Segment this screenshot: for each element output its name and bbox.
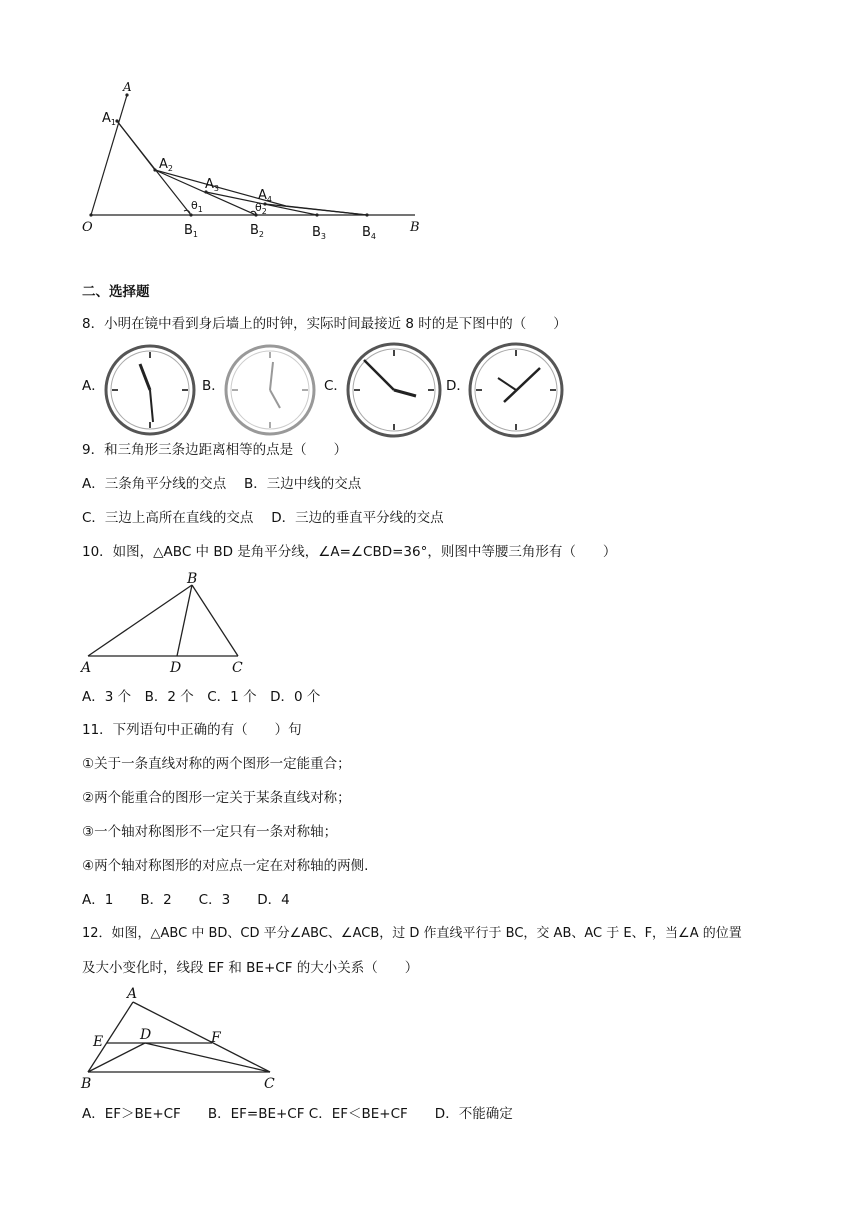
label-o: O [82,220,93,235]
label-e: E [93,1034,104,1050]
label-b: B [410,220,420,235]
label-b3: $B_3$ [312,225,327,241]
label-b2: $B_2$ [250,223,265,239]
label-d: D [140,1027,152,1043]
label-a4: $A_4$ [258,188,272,204]
label-b4: $B_4$ [362,225,377,241]
seg-a4-b4 [265,204,367,215]
q11-statement-2: ②两个能重合的图形一定关于某条直线对称； [82,790,351,806]
q12-options: A．EF＞BE+CF B．EF=BE+CF C．EF＜BE+CF D．不能确定 [82,1106,513,1122]
q8-option-c-label: C． [324,378,347,394]
label-a: A [123,80,132,94]
q11-statement-1: ①关于一条直线对称的两个图形一定能重合； [82,756,351,772]
label-d: D [170,660,182,676]
label-a1: $A_1$ [102,111,116,127]
label-b: B [81,1076,92,1092]
label-c: C [232,660,243,676]
q9-options-line2: C．三边上高所在直线的交点 D．三边的垂直平分线的交点 [82,510,444,526]
q11-stem: 11．下列语句中正确的有（ ）句 [82,722,302,738]
q9-stem: 9．和三角形三条边距离相等的点是（ ） [82,442,348,458]
label-c: C [264,1076,275,1092]
label-a: A [81,660,92,676]
q11-options: A．1 B．2 C．3 D．4 [82,892,290,908]
seg-a1-b1 [117,121,191,215]
q11-statement-3: ③一个轴对称图形不一定只有一条对称轴； [82,824,338,840]
label-b1: $B_1$ [184,223,199,239]
label-b: B [187,571,198,587]
q12-stem-line1: 12．如图，△ABC 中 BD、CD 平分∠ABC、∠ACB，过 D 作直线平行于 BC，交 AB、AC 于 E、F，当∠A 的位置 [82,926,742,941]
q10-options: A．3 个 B．2 个 C．1 个 D．0 个 [82,689,321,705]
bisector-bd [177,585,192,656]
q8-option-a-label: A． [82,378,105,394]
q8-stem: 8．小明在镜中看到身后墙上的时钟，实际时间最接近 8 时的是下图中的（ ） [82,316,567,332]
label-a: A [127,986,138,1002]
section-title: 二、选择题 [82,284,150,300]
label-a2: $A_2$ [159,157,173,173]
side-bc [192,585,238,656]
label-f: F [211,1030,221,1046]
q9-options-line1: A．三条角平分线的交点 B．三边中线的交点 [82,476,362,492]
side-ac [133,1002,270,1072]
q10-stem: 10．如图，△ABC 中 BD 是角平分线，∠A=∠CBD=36°，则图中等腰三角形有（ ） [82,544,617,560]
q12-stem-line2: 及大小变化时，线段 EF 和 BE+CF 的大小关系（ ） [82,960,419,976]
label-a3: $A_3$ [205,177,219,193]
q11-statement-4: ④两个轴对称图形的对应点一定在对称轴的两侧. [82,858,369,874]
q8-option-b-label: B． [202,378,225,394]
clock-c [344,340,444,440]
angle-mark-1 [184,210,190,213]
figure-triangle-abc-bisector [78,570,253,678]
label-theta1: $\theta_1$ [191,199,203,214]
label-theta2: $\theta_2$ [255,201,267,216]
figure-triangle-parallel-ef [78,984,283,1092]
figure-angle-construction [80,76,425,246]
segment-cd [145,1043,270,1072]
clock-a [102,342,198,438]
clock-d [466,340,566,440]
q8-option-d-label: D． [446,378,470,394]
side-ab [88,585,192,656]
clock-b [222,342,318,438]
